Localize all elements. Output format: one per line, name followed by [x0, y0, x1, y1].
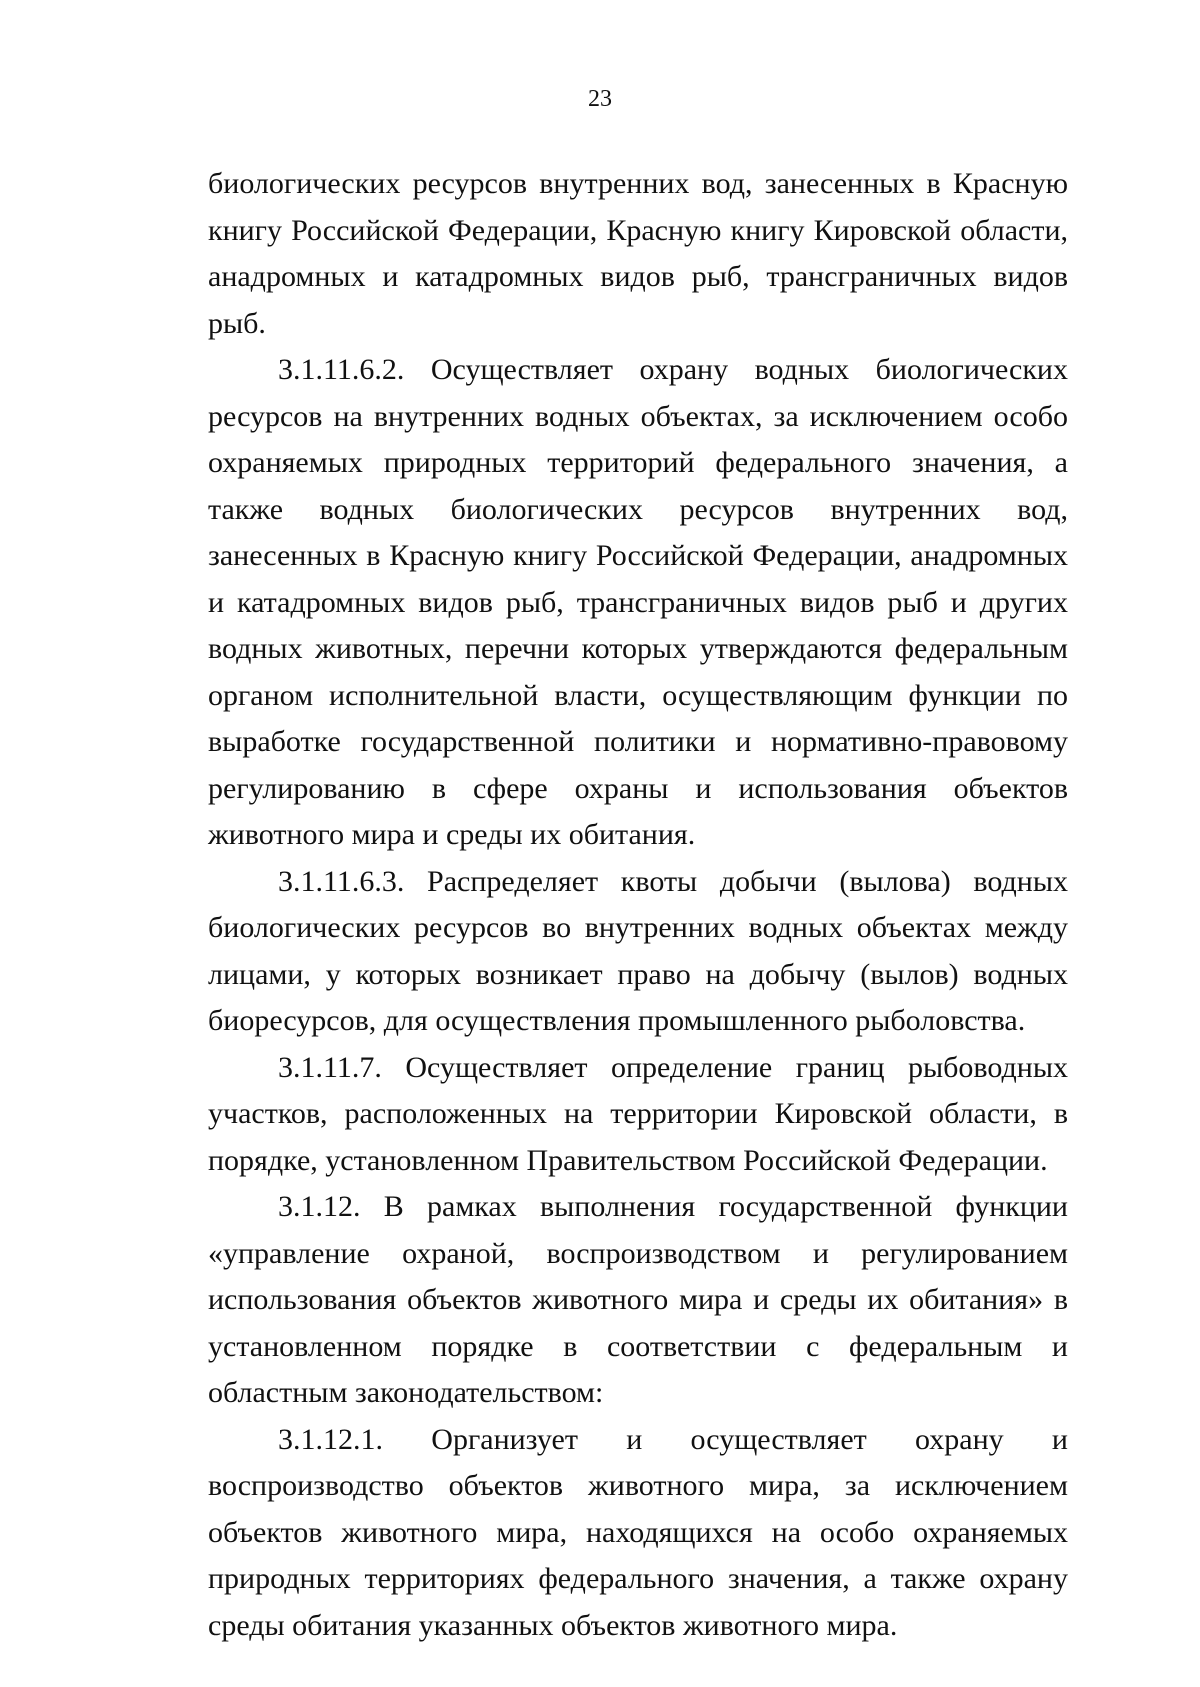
paragraph-3-1-11-6-3: 3.1.11.6.3. Распределяет квоты добычи (вылова) водных биологических ресурсов во внутренних водных объектах между лицами, у которых возникает право на добычу (вылов) водных биоресурсов, для осуществления промышленного рыболовства. — [208, 864, 1068, 1037]
paragraph-3-1-11-6-2: 3.1.11.6.2. Осуществляет охрану водных биологических ресурсов на внутренних водных объектах, за исключением особо охраняемых природных территорий федерального значения, а также водных биологических ресурсов внутренних вод, занесенных в Красную книгу Российской Федерации, анадромных и катадромных видов рыб, трансграничных видов рыб и других водных животных, перечни которых утверждаются федеральным органом исполнительной власти, осуществляющим функции по выработке государственной политики и нормативно-правовому регулированию в сфере охраны и использования объектов животного мира и среды их обитания. — [208, 353, 1068, 851]
paragraph-3-1-11-7: 3.1.11.7. Осуществляет определение границ рыбоводных участков, расположенных на территории Кировской области, в порядке, установленном Правительством Российской Федерации. — [208, 1050, 1068, 1177]
paragraph-3-1-12: 3.1.12. В рамках выполнения государственной функции «управление охраной, воспроизводством и регулированием использования объектов животного мира и среды их обитания» в установленном порядке в соответствии с федеральным и областным законодательством: — [208, 1190, 1068, 1409]
paragraph-continuation: биологических ресурсов внутренних вод, занесенных в Красную книгу Российской Федерации, Красную книгу Кировской области, анадромных и катадромных видов рыб, трансграничных видов рыб. — [208, 167, 1068, 340]
paragraph-3-1-12-1: 3.1.12.1. Организует и осуществляет охрану и воспроизводство объектов животного мира, за исключением объектов животного мира, находящихся на особо охраняемых природных территориях федерального значения, а также охрану среды обитания указанных объектов животного мира. — [208, 1422, 1068, 1642]
document-body — [208, 161, 1068, 1649]
page-number: 23 — [588, 86, 612, 112]
